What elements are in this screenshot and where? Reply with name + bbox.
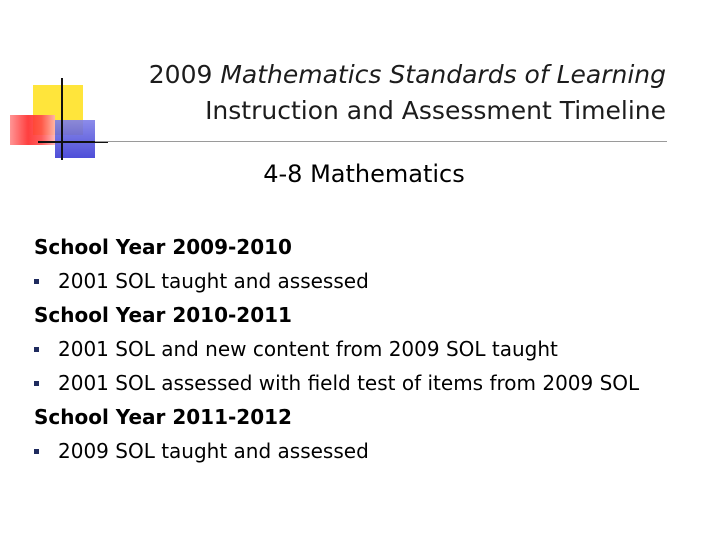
title-year: 2009 [148,60,221,89]
square-bullet-icon [34,449,39,454]
square-bullet-icon [34,347,39,352]
bullet-text: 2001 SOL assessed with field test of items from 2009 SOL [58,371,640,395]
title-line-2: Instruction and Assessment Timeline [205,96,666,125]
bullet-text: 2009 SOL taught and assessed [58,439,369,463]
slide-logo-decoration [0,0,110,170]
bullet-text: 2001 SOL and new content from 2009 SOL taught [58,337,558,361]
section-bullet-item [34,366,714,400]
section-bullet-item [34,264,714,298]
square-bullet-icon [34,381,39,386]
section-year-heading: School Year 2009-2010 [34,235,292,259]
section-bullet-item [34,434,714,468]
slide-title [100,57,666,129]
bullet-text: 2001 SOL taught and assessed [58,269,369,293]
section-bullet-item [34,332,714,366]
logo-vertical-line [61,78,63,160]
square-bullet-icon [34,279,39,284]
slide-subtitle: 4-8 Mathematics [263,160,465,188]
title-italic-text: Mathematics Standards of Learning [220,60,666,89]
title-divider [95,141,667,142]
section-year-heading: School Year 2010-2011 [34,303,292,327]
timeline-content [34,230,714,468]
title-line-1 [100,57,666,93]
section-year-heading: School Year 2011-2012 [34,405,292,429]
